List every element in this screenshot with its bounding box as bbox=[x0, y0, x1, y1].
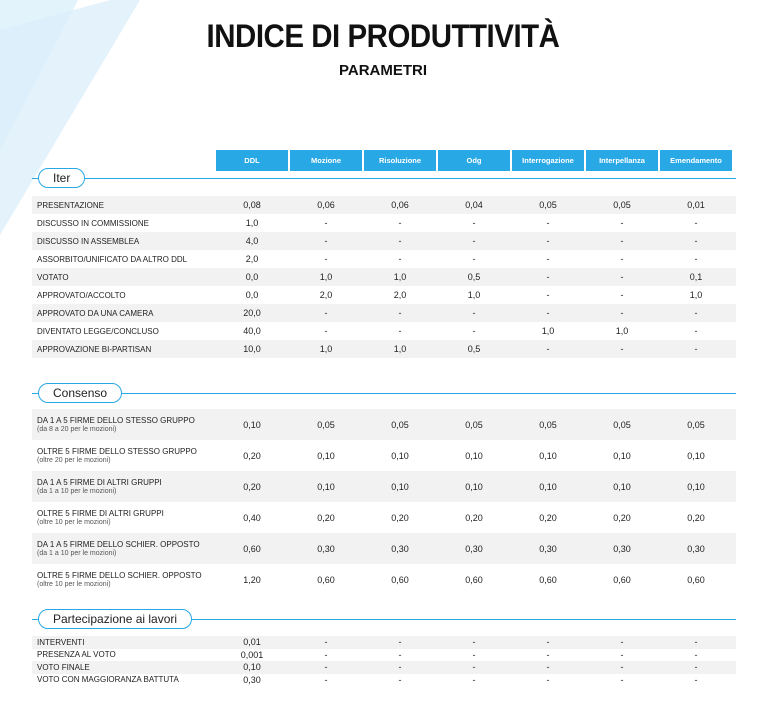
cell-value: - bbox=[324, 674, 328, 685]
table-row bbox=[0, 322, 766, 340]
cell-value: 0,20 bbox=[465, 512, 483, 523]
cell-value: - bbox=[472, 637, 476, 648]
row-label-text: DISCUSSO IN ASSEMBLEA bbox=[37, 236, 140, 246]
cell-value: 0,60 bbox=[391, 574, 409, 585]
table-row bbox=[0, 502, 766, 533]
row-label bbox=[37, 440, 197, 471]
cell-value: - bbox=[620, 236, 624, 246]
cell-value: 0,10 bbox=[391, 481, 409, 492]
row-label-note: (oltre 10 per le mozioni) bbox=[37, 581, 111, 588]
cell-value: - bbox=[324, 236, 328, 246]
section-title: Consenso bbox=[38, 383, 122, 403]
row-label-text: DA 1 A 5 FIRME DELLO SCHIER. OPPOSTO bbox=[37, 540, 200, 549]
cell-value: - bbox=[398, 637, 402, 648]
cell-value: 0,5 bbox=[467, 272, 481, 282]
row-label-text: DISCUSSO IN COMMISSIONE bbox=[37, 218, 150, 228]
cell-value: 0,30 bbox=[539, 543, 557, 554]
row-label-text: DA 1 A 5 FIRME DELLO STESSO GRUPPO bbox=[37, 416, 195, 425]
table-row bbox=[0, 409, 766, 440]
cell-value: 0,10 bbox=[317, 450, 335, 461]
cell-value: - bbox=[324, 637, 328, 648]
cell-value: - bbox=[694, 308, 698, 318]
cell-value: - bbox=[620, 290, 624, 300]
cell-value: - bbox=[620, 344, 624, 354]
cell-value: 1,0 bbox=[615, 326, 629, 336]
cell-value: - bbox=[398, 649, 402, 660]
row-label bbox=[37, 502, 164, 533]
cell-value: - bbox=[472, 308, 476, 318]
row-label bbox=[37, 232, 139, 250]
cell-value: 0,001 bbox=[240, 649, 264, 660]
cell-value: 0,01 bbox=[687, 200, 705, 210]
cell-value: - bbox=[324, 326, 328, 336]
cell-value: - bbox=[694, 218, 698, 228]
row-label bbox=[37, 471, 162, 502]
cell-value: 0,60 bbox=[243, 543, 261, 554]
row-label-note: (da 8 a 20 per le mozioni) bbox=[37, 426, 117, 433]
cell-value: 2,0 bbox=[393, 290, 407, 300]
cell-value: 0,05 bbox=[465, 419, 483, 430]
section-header bbox=[0, 383, 766, 403]
cell-value: 10,0 bbox=[243, 344, 261, 354]
cell-value: 0,40 bbox=[243, 512, 261, 523]
cell-value: 0,08 bbox=[243, 200, 261, 210]
cell-value: 0,10 bbox=[687, 450, 705, 461]
cell-value: - bbox=[546, 649, 550, 660]
cell-value: - bbox=[472, 674, 476, 685]
cell-value: 0,30 bbox=[317, 543, 335, 554]
row-label-text: VOTO FINALE bbox=[37, 662, 90, 672]
column-header-risoluzione: Risoluzione bbox=[364, 150, 436, 171]
cell-value: 0,05 bbox=[613, 419, 631, 430]
cell-value: 20,0 bbox=[243, 308, 261, 318]
cell-value: - bbox=[398, 254, 402, 264]
cell-value: - bbox=[472, 254, 476, 264]
column-header-odg: Odg bbox=[438, 150, 510, 171]
cell-value: 1,0 bbox=[319, 344, 333, 354]
table-row bbox=[0, 340, 766, 358]
cell-value: - bbox=[324, 308, 328, 318]
cell-value: - bbox=[694, 649, 698, 660]
cell-value: - bbox=[546, 254, 550, 264]
row-label-text: APPROVATO DA UNA CAMERA bbox=[37, 308, 154, 318]
row-label bbox=[37, 533, 200, 564]
cell-value: 0,05 bbox=[539, 200, 557, 210]
table-row bbox=[0, 636, 766, 649]
cell-value: - bbox=[398, 308, 402, 318]
row-label bbox=[37, 250, 187, 268]
row-label-note: (da 1 a 10 per le mozioni) bbox=[37, 550, 117, 557]
cell-value: 0,04 bbox=[465, 200, 483, 210]
cell-value: 0,05 bbox=[391, 419, 409, 430]
cell-value: 0,60 bbox=[613, 574, 631, 585]
row-label bbox=[37, 340, 151, 358]
cell-value: 0,20 bbox=[687, 512, 705, 523]
cell-value: 0,10 bbox=[613, 481, 631, 492]
cell-value: - bbox=[620, 637, 624, 648]
section-divider bbox=[32, 178, 736, 179]
cell-value: 0,20 bbox=[243, 481, 261, 492]
cell-value: - bbox=[472, 236, 476, 246]
table-row bbox=[0, 304, 766, 322]
cell-value: 0,10 bbox=[465, 481, 483, 492]
row-label-text: VOTO CON MAGGIORANZA BATTUTA bbox=[37, 675, 179, 685]
cell-value: 0,30 bbox=[687, 543, 705, 554]
cell-value: 0,60 bbox=[317, 574, 335, 585]
row-label bbox=[37, 649, 116, 662]
cell-value: 0,30 bbox=[613, 543, 631, 554]
cell-value: 0,30 bbox=[465, 543, 483, 554]
row-label-text: ASSORBITO/UNIFICATO DA ALTRO DDL bbox=[37, 254, 188, 264]
cell-value: - bbox=[324, 218, 328, 228]
table-row bbox=[0, 286, 766, 304]
row-label bbox=[37, 661, 90, 674]
cell-value: 1,0 bbox=[393, 272, 407, 282]
cell-value: - bbox=[694, 674, 698, 685]
cell-value: 0,10 bbox=[613, 450, 631, 461]
cell-value: 0,10 bbox=[317, 481, 335, 492]
cell-value: - bbox=[398, 674, 402, 685]
cell-value: 1,0 bbox=[245, 218, 259, 228]
cell-value: - bbox=[546, 662, 550, 673]
cell-value: 0,10 bbox=[687, 481, 705, 492]
cell-value: - bbox=[546, 272, 550, 282]
row-label bbox=[37, 304, 153, 322]
cell-value: 0,20 bbox=[539, 512, 557, 523]
cell-value: 0,1 bbox=[689, 272, 703, 282]
cell-value: 1,0 bbox=[689, 290, 703, 300]
cell-value: 0,06 bbox=[391, 200, 409, 210]
cell-value: - bbox=[398, 662, 402, 673]
row-label-note: (oltre 10 per le mozioni) bbox=[37, 519, 111, 526]
cell-value: - bbox=[694, 326, 698, 336]
cell-value: 0,60 bbox=[687, 574, 705, 585]
cell-value: 0,10 bbox=[243, 419, 261, 430]
cell-value: - bbox=[546, 218, 550, 228]
cell-value: - bbox=[694, 344, 698, 354]
cell-value: 1,20 bbox=[243, 574, 261, 585]
cell-value: 0,10 bbox=[539, 481, 557, 492]
row-label-text: INTERVENTI bbox=[37, 637, 85, 647]
column-header-interrogazione: Interrogazione bbox=[512, 150, 584, 171]
section-header bbox=[0, 609, 766, 629]
cell-value: 0,05 bbox=[539, 419, 557, 430]
cell-value: 0,10 bbox=[243, 662, 261, 673]
cell-value: - bbox=[620, 308, 624, 318]
cell-value: 0,20 bbox=[613, 512, 631, 523]
cell-value: - bbox=[472, 649, 476, 660]
cell-value: - bbox=[694, 236, 698, 246]
cell-value: 0,20 bbox=[317, 512, 335, 523]
row-label bbox=[37, 268, 69, 286]
cell-value: 4,0 bbox=[245, 236, 259, 246]
section-title: Iter bbox=[38, 168, 85, 188]
cell-value: 0,30 bbox=[243, 674, 261, 685]
row-label bbox=[37, 564, 202, 595]
table-row bbox=[0, 250, 766, 268]
cell-value: 0,20 bbox=[391, 512, 409, 523]
cell-value: 0,06 bbox=[317, 200, 335, 210]
cell-value: - bbox=[398, 218, 402, 228]
row-label-text: OLTRE 5 FIRME DELLO SCHIER. OPPOSTO bbox=[37, 571, 202, 580]
table-row bbox=[0, 471, 766, 502]
row-label-text: VOTATO bbox=[37, 272, 69, 282]
cell-value: - bbox=[620, 218, 624, 228]
cell-value: 0,30 bbox=[391, 543, 409, 554]
table-row bbox=[0, 268, 766, 286]
row-label bbox=[37, 674, 179, 687]
table-row bbox=[0, 674, 766, 687]
column-header-mozione: Mozione bbox=[290, 150, 362, 171]
cell-value: 0,0 bbox=[245, 290, 259, 300]
table-row bbox=[0, 232, 766, 250]
section-title: Partecipazione ai lavori bbox=[38, 609, 192, 629]
row-label bbox=[37, 286, 126, 304]
row-label bbox=[37, 636, 84, 649]
cell-value: 1,0 bbox=[467, 290, 481, 300]
cell-value: - bbox=[546, 308, 550, 318]
cell-value: - bbox=[398, 236, 402, 246]
row-label-note: (oltre 20 per le mozioni) bbox=[37, 457, 111, 464]
cell-value: - bbox=[472, 218, 476, 228]
row-label-text: PRESENZA AL VOTO bbox=[37, 650, 116, 660]
table-row bbox=[0, 196, 766, 214]
table-row bbox=[0, 661, 766, 674]
column-header-interpellanza: Interpellanza bbox=[586, 150, 658, 171]
cell-value: - bbox=[546, 236, 550, 246]
row-label-text: DA 1 A 5 FIRME DI ALTRI GRUPPI bbox=[37, 478, 162, 487]
cell-value: 0,10 bbox=[465, 450, 483, 461]
cell-value: 0,10 bbox=[391, 450, 409, 461]
cell-value: - bbox=[324, 254, 328, 264]
cell-value: 0,01 bbox=[243, 637, 261, 648]
row-label bbox=[37, 409, 195, 440]
cell-value: 2,0 bbox=[245, 254, 259, 264]
cell-value: - bbox=[546, 674, 550, 685]
cell-value: - bbox=[620, 254, 624, 264]
table-row bbox=[0, 533, 766, 564]
page-subtitle: PARAMETRI bbox=[338, 62, 428, 79]
cell-value: - bbox=[620, 674, 624, 685]
table-row bbox=[0, 214, 766, 232]
cell-value: - bbox=[546, 344, 550, 354]
table-row bbox=[0, 440, 766, 471]
row-label-note: (da 1 a 10 per le mozioni) bbox=[37, 488, 117, 495]
column-header-emendamento: Emendamento bbox=[660, 150, 732, 171]
cell-value: - bbox=[472, 662, 476, 673]
row-label bbox=[37, 196, 104, 214]
table-row bbox=[0, 649, 766, 662]
cell-value: 0,05 bbox=[317, 419, 335, 430]
cell-value: 0,05 bbox=[687, 419, 705, 430]
cell-value: - bbox=[620, 649, 624, 660]
section-divider bbox=[32, 393, 736, 394]
row-label bbox=[37, 214, 149, 232]
cell-value: - bbox=[620, 272, 624, 282]
cell-value: 0,10 bbox=[539, 450, 557, 461]
cell-value: 2,0 bbox=[319, 290, 333, 300]
page-title: INDICE DI PRODUTTIVITÀ bbox=[206, 18, 560, 54]
cell-value: 40,0 bbox=[243, 326, 261, 336]
cell-value: - bbox=[472, 326, 476, 336]
cell-value: 0,20 bbox=[243, 450, 261, 461]
row-label-text: OLTRE 5 FIRME DI ALTRI GRUPPI bbox=[37, 509, 164, 518]
cell-value: - bbox=[694, 662, 698, 673]
cell-value: - bbox=[324, 662, 328, 673]
column-header-ddl: DDL bbox=[216, 150, 288, 171]
row-label-text: APPROVATO/ACCOLTO bbox=[37, 290, 126, 300]
cell-value: 0,60 bbox=[465, 574, 483, 585]
row-label-text: APPROVAZIONE BI-PARTISAN bbox=[37, 344, 152, 354]
table-row bbox=[0, 564, 766, 595]
cell-value: - bbox=[546, 290, 550, 300]
cell-value: 1,0 bbox=[319, 272, 333, 282]
row-label-text: DIVENTATO LEGGE/CONCLUSO bbox=[37, 326, 159, 336]
row-label-text: OLTRE 5 FIRME DELLO STESSO GRUPPO bbox=[37, 447, 197, 456]
row-label bbox=[37, 322, 159, 340]
cell-value: - bbox=[694, 637, 698, 648]
cell-value: - bbox=[546, 637, 550, 648]
cell-value: - bbox=[398, 326, 402, 336]
row-label-text: PRESENTAZIONE bbox=[37, 200, 104, 210]
section-header bbox=[0, 168, 766, 188]
cell-value: 0,0 bbox=[245, 272, 259, 282]
cell-value: 0,05 bbox=[613, 200, 631, 210]
cell-value: 1,0 bbox=[541, 326, 555, 336]
cell-value: - bbox=[324, 649, 328, 660]
cell-value: 0,5 bbox=[467, 344, 481, 354]
cell-value: - bbox=[694, 254, 698, 264]
cell-value: - bbox=[620, 662, 624, 673]
cell-value: 0,60 bbox=[539, 574, 557, 585]
cell-value: 1,0 bbox=[393, 344, 407, 354]
